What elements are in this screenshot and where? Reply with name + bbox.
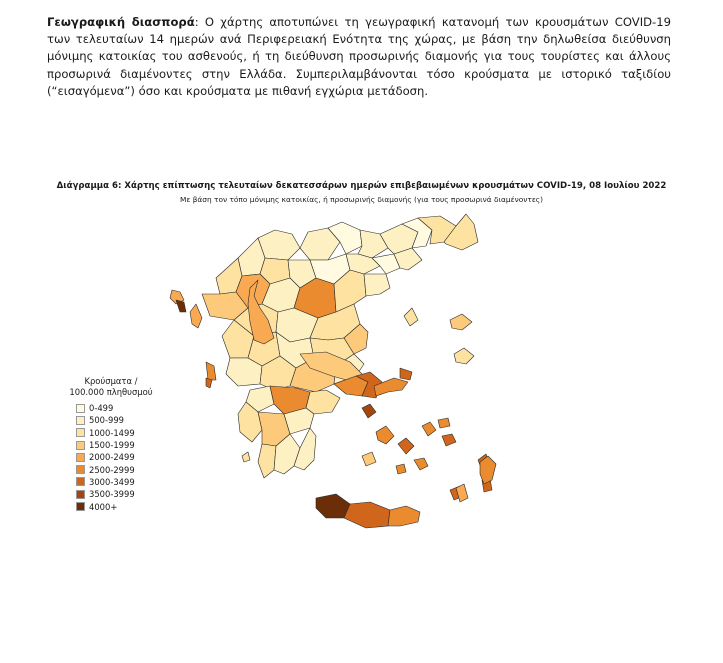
- regional-unit: [316, 494, 350, 518]
- regional-unit: [400, 368, 412, 380]
- legend-swatch: [76, 477, 85, 486]
- regional-unit: [306, 390, 340, 414]
- legend-item: [76, 500, 156, 512]
- legend-item: [76, 427, 156, 439]
- regional-unit: [442, 434, 456, 446]
- regional-unit: [414, 458, 428, 470]
- regional-unit: [438, 418, 450, 428]
- legend-label: 2000-2499: [89, 452, 135, 463]
- legend-swatch: [76, 404, 85, 413]
- legend-label: 500-999: [89, 415, 124, 426]
- regional-unit: [398, 438, 414, 454]
- regional-unit: [362, 452, 376, 466]
- legend-item: [76, 488, 156, 500]
- legend-label: 4000+: [89, 501, 118, 512]
- legend-item: [76, 463, 156, 475]
- legend-label: 3500-3999: [89, 489, 135, 500]
- regional-unit: [388, 506, 420, 526]
- regional-unit: [396, 464, 406, 474]
- regional-unit: [258, 444, 276, 478]
- legend-title-line1: Κρούσματα /: [84, 376, 138, 386]
- regional-unit: [344, 502, 390, 528]
- regional-unit: [480, 456, 496, 484]
- regional-unit: [206, 362, 216, 380]
- legend-title-line2: 100.000 πληθυσμού: [69, 387, 153, 397]
- legend-item: [76, 476, 156, 488]
- regional-unit: [176, 300, 186, 312]
- regional-unit: [376, 426, 394, 444]
- figure-subtitle: Με βάση τον τόπο μόνιμης κατοικίας, ή προσωρινής διαμονής (για τους προσωρινά διαμένοντες): [179, 195, 544, 204]
- legend-label: 3000-3499: [89, 476, 135, 487]
- regional-unit: [242, 452, 250, 462]
- legend-swatch: [76, 453, 85, 462]
- legend-label: 1000-1499: [89, 427, 135, 438]
- regional-unit: [364, 274, 390, 296]
- legend-item: [76, 439, 156, 451]
- regional-unit: [404, 308, 418, 326]
- legend-item: [76, 451, 156, 463]
- map-legend: [66, 376, 156, 513]
- legend-swatch: [76, 416, 85, 425]
- legend-label: 1500-1999: [89, 440, 135, 451]
- regional-unit: [362, 404, 376, 418]
- regional-unit: [422, 422, 436, 436]
- legend-item: [76, 402, 156, 414]
- intro-paragraph: [47, 14, 671, 100]
- legend-swatch: [76, 441, 85, 450]
- legend-swatch: [76, 465, 85, 474]
- legend-item: [76, 414, 156, 426]
- regional-unit: [450, 314, 472, 330]
- regional-unit: [206, 378, 212, 388]
- legend-swatch: [76, 502, 85, 511]
- legend-label: 0-499: [89, 403, 114, 414]
- intro-text: : Ο χάρτης αποτυπώνει τη γεωγραφική κατανομή των κρουσμάτων COVID-19 των τελευταίων 14 ημερών ανά Περιφερειακή Ενότητα της χώρας, με βάση την δηλωθείσα διεύθυνση μόνιμης κατοικίας του ασθενούς, ή τη διεύθυνση προσωρινής διαμονής για τους τουρίστες και άλλους προσωρινά διαμένοντες στην Ελλάδα. Συμπεριλαμβάνονται τόσο κρούσματα με ιστορικό ταξιδίου (“εισαγόμενα”) όσο και κρούσματα με πιθανή εγχώρια μετάδοση.: [47, 15, 671, 98]
- legend-label: 2500-2999: [89, 464, 135, 475]
- figure-title: Διάγραμμα 6: Χάρτης επίπτωσης τελευταίων δεκατεσσάρων ημερών επιβεβαιωμένων κρουσμάτων COVID-19, 08 Ιουλίου 2022: [56, 181, 667, 191]
- regional-unit: [454, 348, 474, 364]
- regional-unit: [190, 304, 202, 328]
- legend-swatch: [76, 428, 85, 437]
- greece-incidence-map: [150, 208, 550, 538]
- legend-swatch: [76, 490, 85, 499]
- legend-list: [76, 402, 156, 513]
- intro-label: Γεωγραφική διασπορά: [47, 15, 195, 29]
